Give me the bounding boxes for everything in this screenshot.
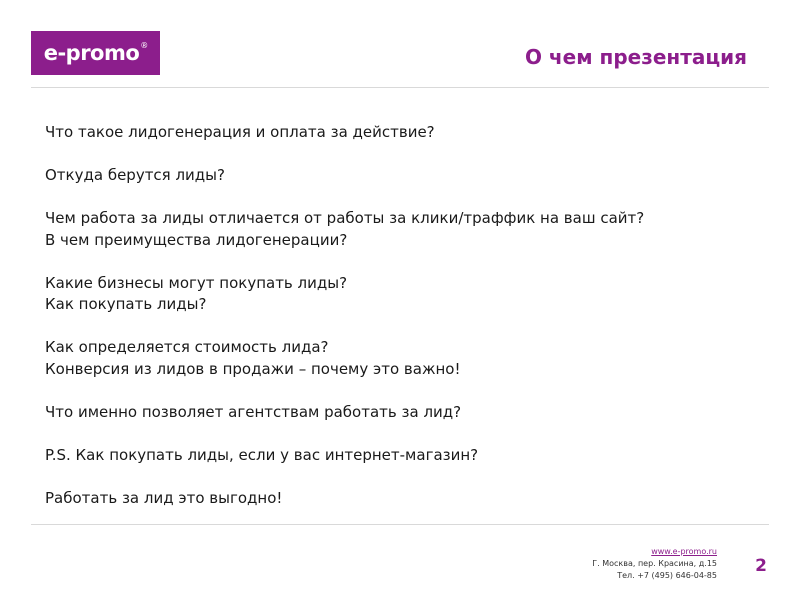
agenda-line: Как определяется стоимость лида?	[45, 338, 329, 356]
footer-contacts	[592, 546, 717, 582]
agenda-spacer	[45, 144, 775, 166]
agenda-spacer	[45, 316, 775, 338]
agenda-spacer	[45, 466, 775, 488]
agenda-spacer	[45, 251, 775, 273]
page-number: 2	[755, 556, 767, 576]
agenda-line: Откуда берутся лиды?	[45, 166, 225, 184]
agenda-line: Чем работа за лиды отличается от работы за клики/траффик на ваш сайт?	[45, 209, 645, 227]
agenda-line: P.S. Как покупать лиды, если у вас интернет-магазин?	[45, 445, 479, 464]
agenda-line: Работать за лид это выгодно!	[45, 488, 283, 507]
agenda-line: Что именно позволяет агентствам работать за лид?	[45, 402, 462, 421]
agenda-spacer	[45, 380, 775, 402]
agenda-spacer	[45, 187, 775, 209]
agenda-list	[45, 122, 775, 509]
footer-divider	[31, 524, 769, 525]
agenda-line: Конверсия из лидов в продажи – почему это важно!	[45, 359, 461, 378]
agenda-spacer	[45, 423, 775, 445]
slide-title: О чем презентация	[524, 45, 747, 69]
address-text: Г. Москва, пер. Красина, д.15	[592, 559, 717, 568]
logo-text: e-promo	[43, 41, 140, 65]
registered-mark: ®	[140, 40, 149, 50]
phone-text: Тел. +7 (495) 646-04-85	[617, 571, 717, 580]
agenda-line: Что такое лидогенерация и оплата за действие?	[45, 123, 435, 141]
agenda-line: В чем преимущества лидогенерации?	[45, 230, 348, 249]
website-link[interactable]: www.e-promo.ru	[651, 547, 717, 556]
e-promo-logo	[31, 31, 160, 75]
header-divider	[31, 87, 769, 88]
agenda-line: Какие бизнесы могут покупать лиды?	[45, 273, 348, 292]
agenda-line: Как покупать лиды?	[45, 295, 207, 313]
